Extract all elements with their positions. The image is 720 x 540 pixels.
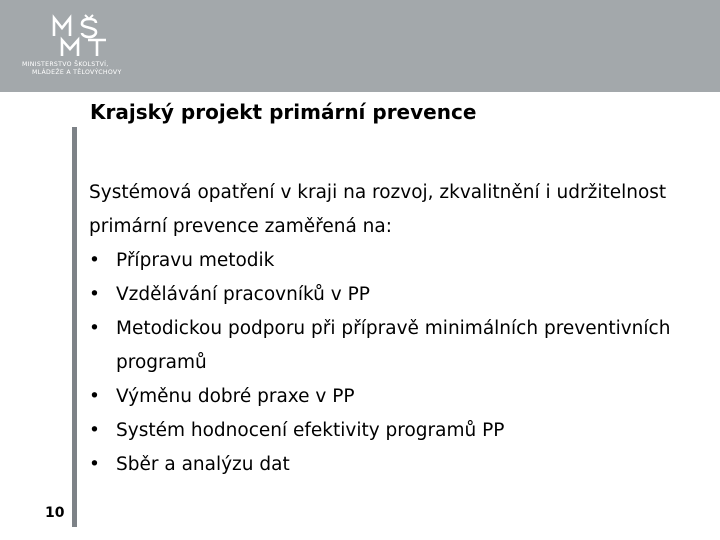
bullet-text: Vzdělávání pracovníků v PP: [116, 284, 370, 305]
bullet-icon: •: [89, 386, 100, 407]
bullet-text: Systém hodnocení efektivity programů PP: [116, 420, 505, 441]
bullet-text: Výměnu dobré praxe v PP: [116, 386, 355, 407]
slide-content: [89, 176, 714, 482]
bullet-text: Metodickou podporu při přípravě minimálních preventivních programů: [116, 318, 671, 373]
bullet-text: Sběr a analýzu dat: [116, 454, 290, 475]
bullet-item: [89, 278, 714, 312]
accent-vertical-bar: [72, 127, 77, 527]
bullet-item: [89, 312, 714, 380]
slide-title: Krajský projekt primární prevence: [90, 100, 477, 124]
bullet-item: [89, 380, 714, 414]
bullet-icon: •: [89, 420, 100, 441]
bullet-icon: •: [89, 318, 100, 339]
bullet-item: [89, 414, 714, 448]
page-number: 10: [45, 505, 65, 521]
bullet-item: [89, 244, 714, 278]
logo-text-line2: MLÁDEŽE A TĚLOVÝCHOVY: [32, 69, 122, 76]
intro-text: Systémová opatření v kraji na rozvoj, zkvalitnění i udržitelnost primární prevence zaměřená na:: [89, 182, 667, 237]
header-band: [0, 0, 720, 92]
bullet-icon: •: [89, 454, 100, 475]
logo-text-line1: MINISTERSTVO ŠKOLSTVÍ,: [22, 61, 109, 68]
bullet-text: Přípravu metodik: [116, 250, 275, 271]
bullet-icon: •: [89, 284, 100, 305]
bullet-item: [89, 448, 714, 482]
bullet-list: [89, 244, 714, 482]
bullet-icon: •: [89, 250, 100, 271]
ministry-logo: [22, 14, 152, 84]
msmt-logo-icon: [52, 14, 124, 58]
